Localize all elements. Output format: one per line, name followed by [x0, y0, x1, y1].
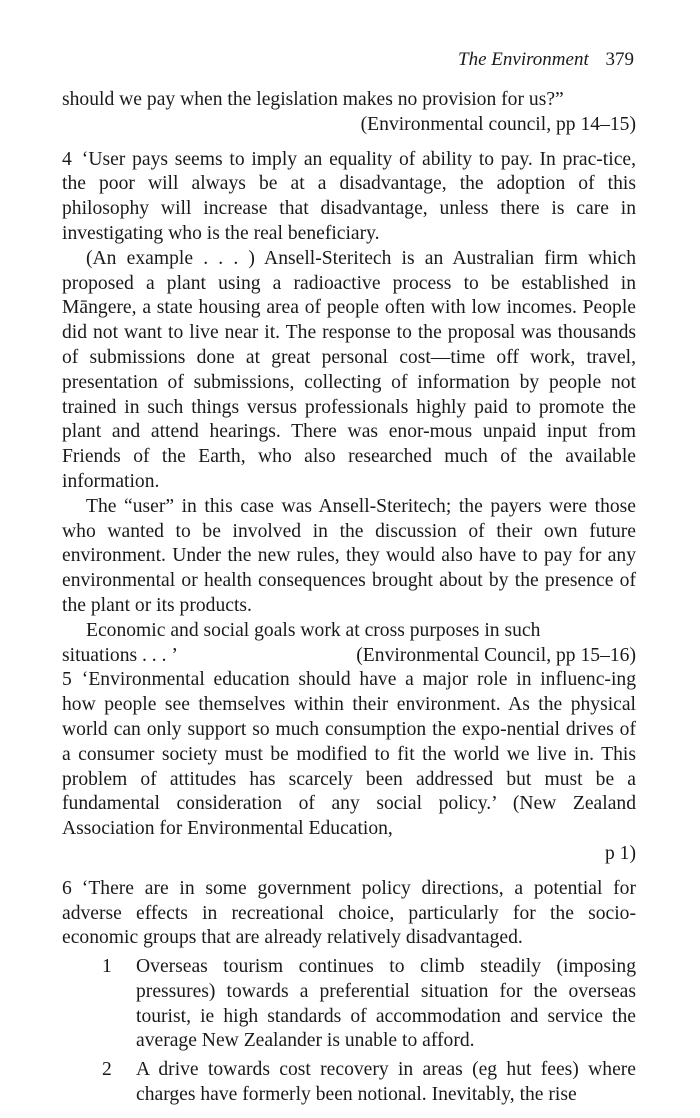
- sub-item-text: Overseas tourism continues to climb steadily (imposing pressures) towards a preferential situation for the overseas tourist, ie high standards of accommodation and service the average New Zealander is unable to afford.: [136, 956, 636, 1052]
- item-text: ‘User pays seems to imply an equality of ability to pay. In prac-tice, the poor will always be at a disadvantage, the adoption of this philosophy will increase that disadvantage, unless there is care in investigating who is the real beneficiary.: [62, 148, 636, 244]
- item-number: 6: [62, 877, 72, 899]
- item-number: 5: [62, 669, 72, 691]
- numbered-item-6: [62, 877, 636, 951]
- citation-row: [62, 644, 636, 669]
- item-number: 4: [62, 148, 72, 170]
- sub-item-number: 1: [102, 956, 112, 978]
- body-text: [62, 88, 636, 1108]
- citation-page: p 1): [604, 842, 636, 864]
- citation: (Environmental council, pp 14–15): [360, 113, 636, 135]
- paragraph-continuation: [62, 88, 636, 138]
- sub-item-text: A drive towards cost recovery in areas (eg hut fees) where charges have formerly been notional. Inevitably, the rise: [136, 1059, 636, 1106]
- paragraph-text: The “user” in this case was Ansell-Steritech; the payers were those who wanted to be involved in the discussion of their own future environment. Under the new rules, they would also have to pay for any environmental or health consequences brought about by the presence of the plant or its products.: [62, 495, 636, 616]
- paragraph-example: [62, 247, 636, 495]
- paragraph-text: should we pay when the legislation makes no provision for us?”: [62, 89, 564, 110]
- sub-item-2: [102, 1058, 636, 1108]
- paragraph-text: (An example . . . ) Ansell-Steritech is an Australian firm which proposed a plant using a radioactive process to be established in Māngere, a state housing area of people often with low incomes. People did not want to live near it. The response to the proposal was thousands of submissions done at great personal cost—time off work, travel, presentation of submissions, collecting of information by people not trained in such things versus professionals highly paid to promote the plant and attend hearings. There was enor-mous unpaid input from Friends of the Earth, who also researched much of the available information.: [62, 247, 636, 492]
- sub-item-1: [102, 955, 636, 1054]
- sub-item-number: 2: [102, 1059, 112, 1081]
- citation: (Environmental Council, pp 15–16): [356, 644, 636, 666]
- paragraph-goals: [62, 619, 636, 644]
- item-text: ‘There are in some government policy directions, a potential for adverse effects in recreational choice, particularly for the socio-economic groups that are already relatively disadvantaged.: [62, 877, 636, 949]
- paragraph-end: situations . . . ’: [62, 644, 178, 666]
- numbered-item-5: [62, 668, 636, 866]
- citation: (New Zealand Association for Environmental Education,: [62, 793, 636, 840]
- numbered-item-4: [62, 148, 636, 247]
- running-title: The Environment: [458, 49, 589, 70]
- paragraph-user: [62, 495, 636, 619]
- paragraph-text: Economic and social goals work at cross purposes in such: [86, 619, 541, 641]
- item-text: ‘Environmental education should have a major role in influenc-ing how people see themselves within their environment. As the physical world can only support so much consumption the expo-nential drives of a consumer society must be modified to fit the world we live in. This problem of attitudes has scarcely been addressed but must be a fundamental consideration of any social policy.’: [62, 669, 636, 815]
- page-header: [458, 48, 634, 72]
- page-number: 379: [605, 49, 634, 70]
